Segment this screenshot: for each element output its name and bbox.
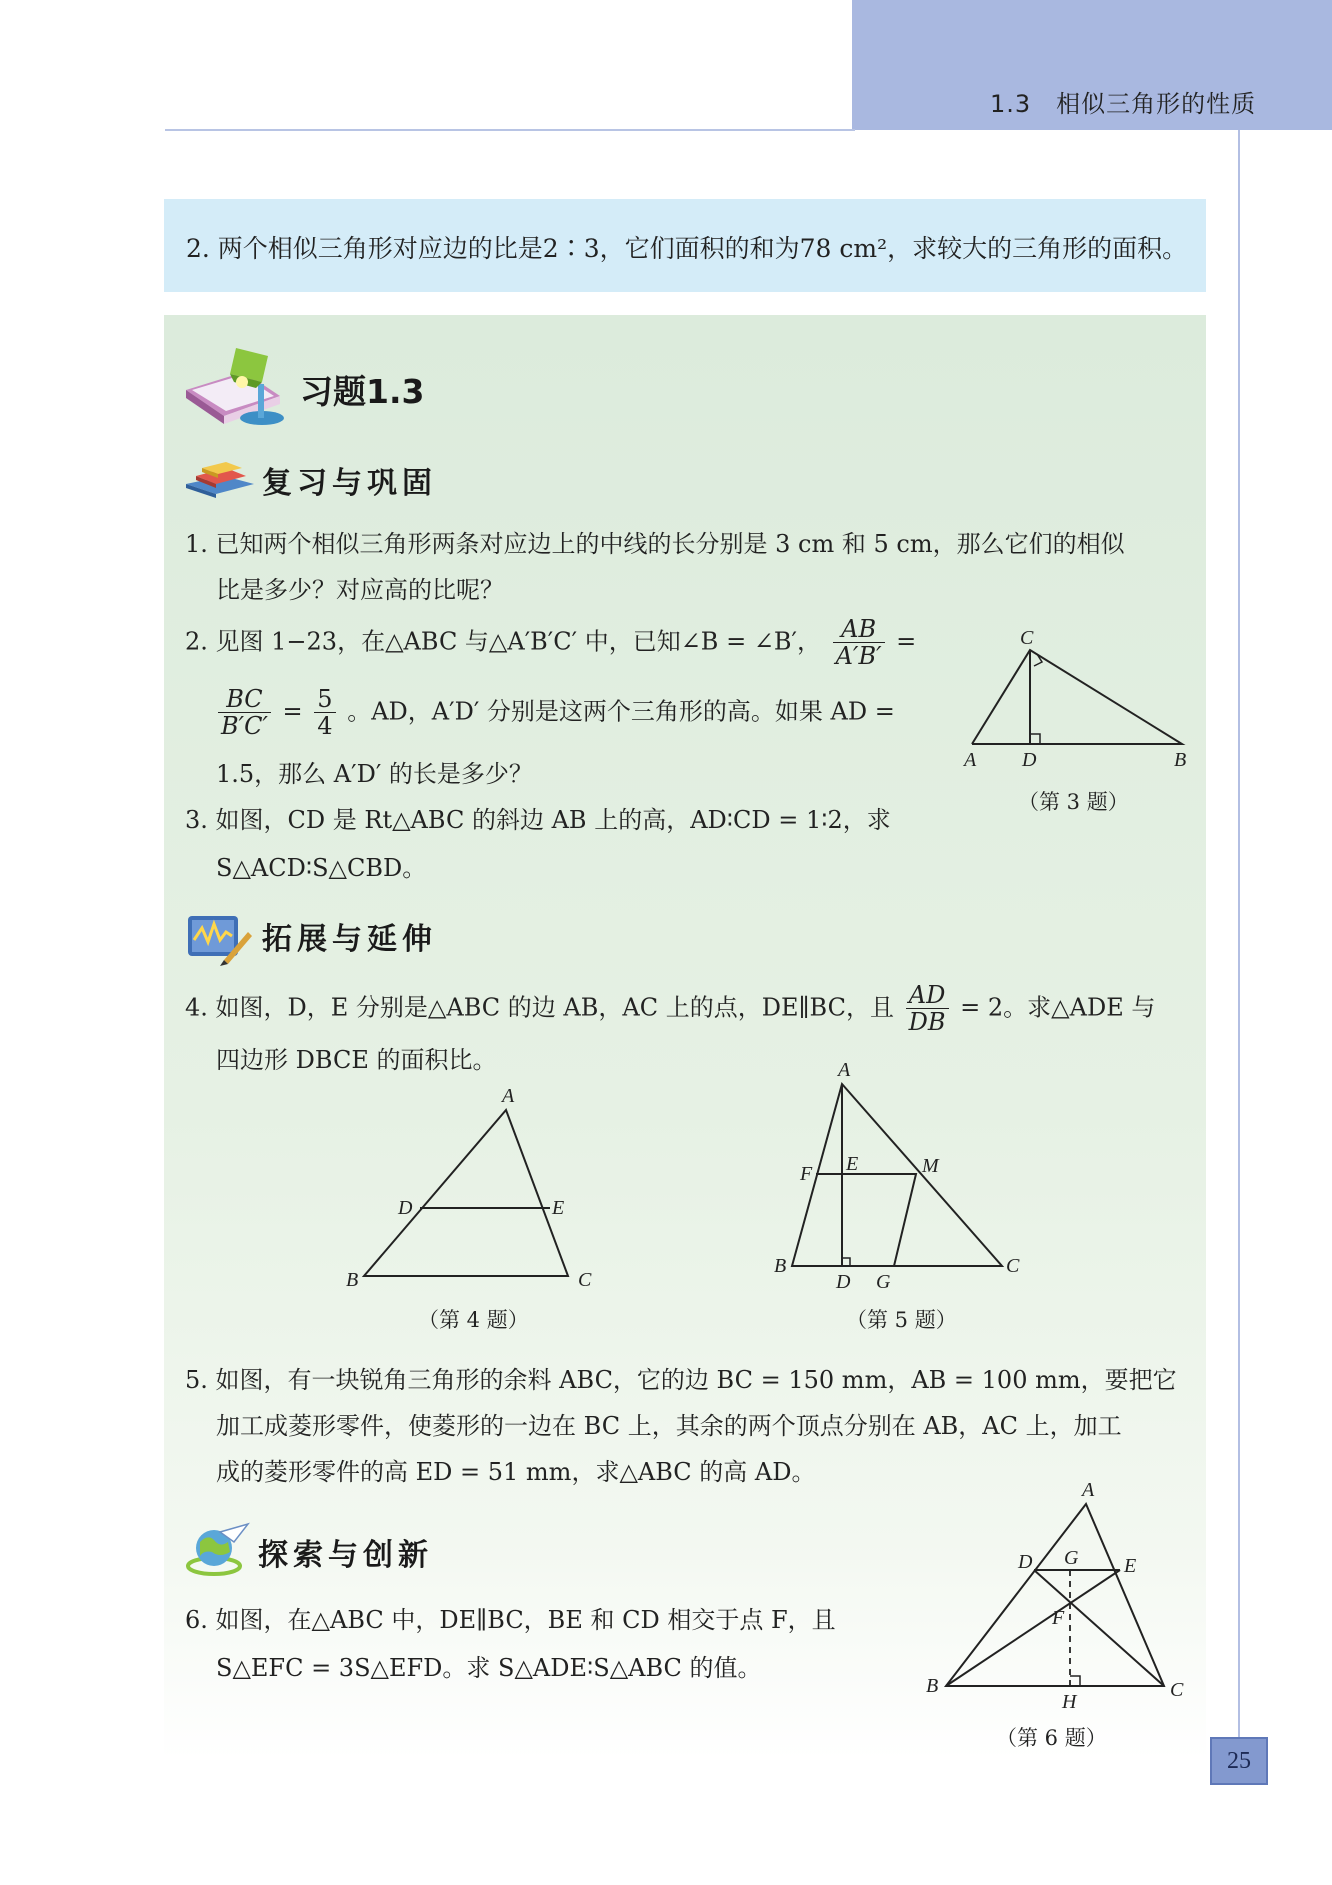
fig3-label-c: C xyxy=(1020,627,1034,649)
fig4-label-b: B xyxy=(346,1269,359,1291)
section-exploration: 探索与创新 xyxy=(258,1538,433,1573)
problem-5-line-2: 加工成菱形零件，使菱形的一边在 BC 上，其余的两个顶点分别在 AB，AC 上，加工 xyxy=(216,1412,1122,1440)
fig6-label-h: H xyxy=(1062,1691,1077,1713)
figure-5-caption: （第 5 题） xyxy=(846,1308,957,1332)
fig5-label-g: G xyxy=(876,1271,891,1292)
fraction-ab-den: A′B′ xyxy=(835,642,882,671)
fig6-label-d: D xyxy=(1018,1551,1033,1573)
figure-3-diagram xyxy=(960,620,1200,780)
stacked-books-icon xyxy=(184,458,256,500)
fig5-label-c: C xyxy=(1006,1255,1020,1277)
section-header-title: 1.3 相似三角形的性质 xyxy=(990,90,1257,118)
fig5-label-f: F xyxy=(800,1163,813,1185)
right-margin-rule xyxy=(1238,130,1240,1770)
problem-4-text-a: 4. 如图，D，E 分别是△ABC 的边 AB，AC 上的点，DE∥BC，且 xyxy=(185,993,894,1022)
fig6-label-g: G xyxy=(1064,1547,1079,1569)
fig4-label-c: C xyxy=(578,1269,592,1291)
fig6-label-a: A xyxy=(1082,1479,1095,1501)
fig6-label-e: E xyxy=(1124,1555,1137,1577)
fig5-label-e: E xyxy=(846,1153,859,1175)
fig5-label-a: A xyxy=(838,1062,851,1081)
fig3-label-d: D xyxy=(1022,749,1037,771)
fraction-5-4 xyxy=(314,686,335,740)
fig6-label-f: F xyxy=(1052,1607,1065,1629)
problem-1-line-1: 1. 已知两个相似三角形两条对应边上的中线的长分别是 3 cm 和 5 cm，那么它们的相似 xyxy=(185,530,1125,558)
problem-4-line-2: 四边形 DBCE 的面积比。 xyxy=(216,1046,497,1074)
header-rule xyxy=(165,129,855,131)
fig3-label-b: B xyxy=(1174,749,1187,771)
fraction-5-4-num: 5 xyxy=(314,686,335,713)
fig5-label-b: B xyxy=(774,1255,787,1277)
problem-5-line-1: 5. 如图，有一块锐角三角形的余料 ABC，它的边 BC = 150 mm，AB = 100 mm，要把它 xyxy=(185,1366,1177,1394)
fraction-bc xyxy=(218,686,271,740)
figure-3-caption: （第 3 题） xyxy=(1018,790,1129,814)
fraction-ad-num: AD xyxy=(906,982,949,1009)
exercise-title: 习题1.3 xyxy=(300,372,425,411)
problem-3-line-2: S△ACD∶S△CBD。 xyxy=(216,854,427,882)
problem-2-text-a: 2. 见图 1−23，在△ABC 与△A′B′C′ 中，已知∠B = ∠B′， xyxy=(185,627,822,656)
desk-lamp-book-icon xyxy=(182,338,290,438)
practice-item-text: 2. 两个相似三角形对应边的比是2∶3，它们面积的和为78 cm²，求较大的三角形的面积。 xyxy=(186,234,1188,263)
fig6-label-c: C xyxy=(1170,1679,1184,1701)
figure-6-caption: （第 6 题） xyxy=(996,1726,1107,1750)
fig3-label-a: A xyxy=(964,749,977,771)
page-number: 25 xyxy=(1210,1737,1268,1785)
problem-4-line-1 xyxy=(185,982,1155,1036)
equals-sign-2: = xyxy=(282,697,303,726)
figure-4-diagram xyxy=(340,1084,610,1294)
fig6-label-b: B xyxy=(926,1675,939,1697)
figure-5-diagram xyxy=(770,1062,1050,1292)
fig4-label-a: A xyxy=(502,1085,515,1107)
fig5-label-d: D xyxy=(836,1271,851,1292)
fraction-ad-db xyxy=(906,982,949,1036)
figure-6-diagram xyxy=(918,1478,1198,1718)
problem-3-line-1: 3. 如图，CD 是 Rt△ABC 的斜边 AB 上的高，AD∶CD = 1∶2，求 xyxy=(185,806,891,834)
section-extension: 拓展与延伸 xyxy=(262,922,437,957)
fraction-bc-den: B′C′ xyxy=(221,712,268,741)
fig4-label-e: E xyxy=(552,1197,565,1219)
problem-2-line-1 xyxy=(185,616,916,670)
fig5-label-m: M xyxy=(922,1155,939,1177)
fig4-label-d: D xyxy=(398,1197,413,1219)
fraction-5-4-den: 4 xyxy=(317,712,333,741)
problem-2-line-2 xyxy=(214,686,895,740)
fraction-ab-num: AB xyxy=(833,616,885,643)
problem-2-text-b: 。AD，A′D′ 分别是这两个三角形的高。如果 AD = xyxy=(347,697,895,726)
problem-6-line-2: S△EFC = 3S△EFD。求 S△ADE∶S△ABC 的值。 xyxy=(216,1654,762,1682)
problem-4-text-b: = 2。求△ADE 与 xyxy=(960,993,1156,1022)
fraction-ad-den: DB xyxy=(908,1008,946,1037)
problem-2-line-3: 1.5，那么 A′D′ 的长是多少？ xyxy=(216,760,533,788)
fraction-bc-num: BC xyxy=(218,686,271,713)
problem-1-line-2: 比是多少？对应高的比呢？ xyxy=(216,576,504,604)
practice-item-box xyxy=(164,199,1206,292)
problem-5-line-3: 成的菱形零件的高 ED = 51 mm，求△ABC 的高 AD。 xyxy=(216,1458,816,1486)
problem-6-line-1: 6. 如图，在△ABC 中，DE∥BC，BE 和 CD 相交于点 F，且 xyxy=(185,1606,836,1634)
chart-pen-icon xyxy=(184,910,254,966)
fraction-ab xyxy=(833,616,885,670)
figure-4-caption: （第 4 题） xyxy=(418,1308,529,1332)
section-review: 复习与巩固 xyxy=(262,466,437,501)
equals-sign: = xyxy=(896,627,917,656)
globe-plane-icon xyxy=(184,1522,250,1578)
